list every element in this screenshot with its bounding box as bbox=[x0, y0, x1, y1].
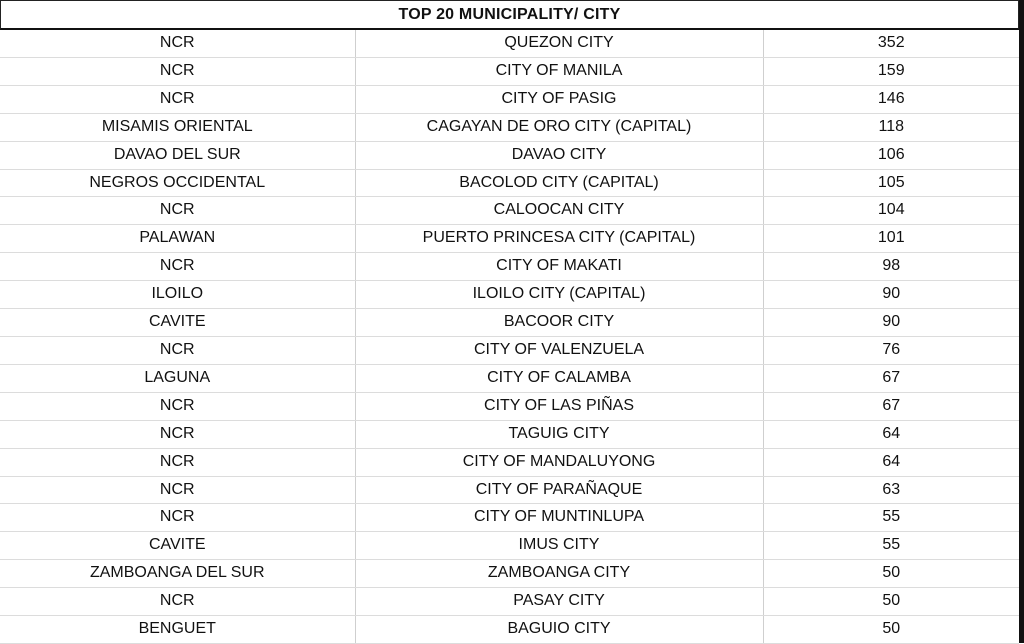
province-cell[interactable]: BENGUET bbox=[0, 616, 355, 644]
table-row bbox=[0, 588, 1019, 616]
province-cell[interactable]: ZAMBOANGA DEL SUR bbox=[0, 560, 355, 588]
table-row bbox=[0, 364, 1019, 392]
city-cell[interactable]: CITY OF LAS PIÑAS bbox=[355, 392, 763, 420]
count-cell[interactable]: 159 bbox=[763, 57, 1019, 85]
city-cell[interactable]: IMUS CITY bbox=[355, 532, 763, 560]
count-cell[interactable]: 50 bbox=[763, 588, 1019, 616]
province-cell[interactable]: LAGUNA bbox=[0, 364, 355, 392]
city-cell[interactable]: PUERTO PRINCESA CITY (CAPITAL) bbox=[355, 225, 763, 253]
table-row bbox=[0, 197, 1019, 225]
table-row bbox=[0, 392, 1019, 420]
count-cell[interactable]: 50 bbox=[763, 616, 1019, 644]
province-cell[interactable]: NCR bbox=[0, 476, 355, 504]
province-cell[interactable]: NCR bbox=[0, 448, 355, 476]
province-cell[interactable]: NCR bbox=[0, 85, 355, 113]
province-cell[interactable]: PALAWAN bbox=[0, 225, 355, 253]
table-row bbox=[0, 141, 1019, 169]
count-cell[interactable]: 90 bbox=[763, 281, 1019, 309]
province-cell[interactable]: ILOILO bbox=[0, 281, 355, 309]
sheet-border bbox=[1019, 0, 1024, 643]
city-cell[interactable]: ZAMBOANGA CITY bbox=[355, 560, 763, 588]
city-cell[interactable]: PASAY CITY bbox=[355, 588, 763, 616]
count-cell[interactable]: 105 bbox=[763, 169, 1019, 197]
table-row bbox=[0, 253, 1019, 281]
count-cell[interactable]: 352 bbox=[763, 30, 1019, 57]
table-row bbox=[0, 281, 1019, 309]
count-cell[interactable]: 104 bbox=[763, 197, 1019, 225]
count-cell[interactable]: 90 bbox=[763, 309, 1019, 337]
city-cell[interactable]: CITY OF MUNTINLUPA bbox=[355, 504, 763, 532]
count-cell[interactable]: 64 bbox=[763, 420, 1019, 448]
count-cell[interactable]: 55 bbox=[763, 532, 1019, 560]
province-cell[interactable]: DAVAO DEL SUR bbox=[0, 141, 355, 169]
table-row bbox=[0, 560, 1019, 588]
city-cell[interactable]: CAGAYAN DE ORO CITY (CAPITAL) bbox=[355, 113, 763, 141]
city-cell[interactable]: ILOILO CITY (CAPITAL) bbox=[355, 281, 763, 309]
province-cell[interactable]: NCR bbox=[0, 420, 355, 448]
count-cell[interactable]: 101 bbox=[763, 225, 1019, 253]
table-row bbox=[0, 225, 1019, 253]
table-row bbox=[0, 448, 1019, 476]
count-cell[interactable]: 106 bbox=[763, 141, 1019, 169]
table-body bbox=[0, 30, 1019, 643]
city-cell[interactable]: CITY OF CALAMBA bbox=[355, 364, 763, 392]
table-row bbox=[0, 30, 1019, 57]
table-row bbox=[0, 169, 1019, 197]
province-cell[interactable]: NEGROS OCCIDENTAL bbox=[0, 169, 355, 197]
count-cell[interactable]: 76 bbox=[763, 336, 1019, 364]
city-cell[interactable]: CITY OF MANDALUYONG bbox=[355, 448, 763, 476]
city-cell[interactable]: BAGUIO CITY bbox=[355, 616, 763, 644]
count-cell[interactable]: 55 bbox=[763, 504, 1019, 532]
city-cell[interactable]: CITY OF MAKATI bbox=[355, 253, 763, 281]
city-cell[interactable]: CITY OF MANILA bbox=[355, 57, 763, 85]
table-row bbox=[0, 532, 1019, 560]
count-cell[interactable]: 118 bbox=[763, 113, 1019, 141]
table-row bbox=[0, 476, 1019, 504]
table-row bbox=[0, 504, 1019, 532]
province-cell[interactable]: NCR bbox=[0, 197, 355, 225]
province-cell[interactable]: CAVITE bbox=[0, 532, 355, 560]
count-cell[interactable]: 64 bbox=[763, 448, 1019, 476]
province-cell[interactable]: NCR bbox=[0, 504, 355, 532]
table-row bbox=[0, 57, 1019, 85]
city-cell[interactable]: DAVAO CITY bbox=[355, 141, 763, 169]
province-cell[interactable]: NCR bbox=[0, 392, 355, 420]
count-cell[interactable]: 146 bbox=[763, 85, 1019, 113]
city-cell[interactable]: CALOOCAN CITY bbox=[355, 197, 763, 225]
province-cell[interactable]: NCR bbox=[0, 57, 355, 85]
table-row bbox=[0, 113, 1019, 141]
table-row bbox=[0, 616, 1019, 644]
city-cell[interactable]: QUEZON CITY bbox=[355, 30, 763, 57]
province-cell[interactable]: NCR bbox=[0, 253, 355, 281]
city-cell[interactable]: CITY OF VALENZUELA bbox=[355, 336, 763, 364]
table-row bbox=[0, 309, 1019, 337]
city-cell[interactable]: TAGUIG CITY bbox=[355, 420, 763, 448]
province-cell[interactable]: NCR bbox=[0, 588, 355, 616]
count-cell[interactable]: 63 bbox=[763, 476, 1019, 504]
count-cell[interactable]: 67 bbox=[763, 392, 1019, 420]
table-title: TOP 20 MUNICIPALITY/ CITY bbox=[0, 0, 1019, 30]
table-row bbox=[0, 420, 1019, 448]
province-cell[interactable]: NCR bbox=[0, 336, 355, 364]
count-cell[interactable]: 67 bbox=[763, 364, 1019, 392]
province-cell[interactable]: NCR bbox=[0, 30, 355, 57]
city-cell[interactable]: CITY OF PASIG bbox=[355, 85, 763, 113]
table-row bbox=[0, 85, 1019, 113]
table-row bbox=[0, 336, 1019, 364]
city-cell[interactable]: BACOOR CITY bbox=[355, 309, 763, 337]
province-cell[interactable]: MISAMIS ORIENTAL bbox=[0, 113, 355, 141]
province-cell[interactable]: CAVITE bbox=[0, 309, 355, 337]
count-cell[interactable]: 98 bbox=[763, 253, 1019, 281]
count-cell[interactable]: 50 bbox=[763, 560, 1019, 588]
data-table bbox=[0, 30, 1019, 644]
city-cell[interactable]: BACOLOD CITY (CAPITAL) bbox=[355, 169, 763, 197]
city-cell[interactable]: CITY OF PARAÑAQUE bbox=[355, 476, 763, 504]
